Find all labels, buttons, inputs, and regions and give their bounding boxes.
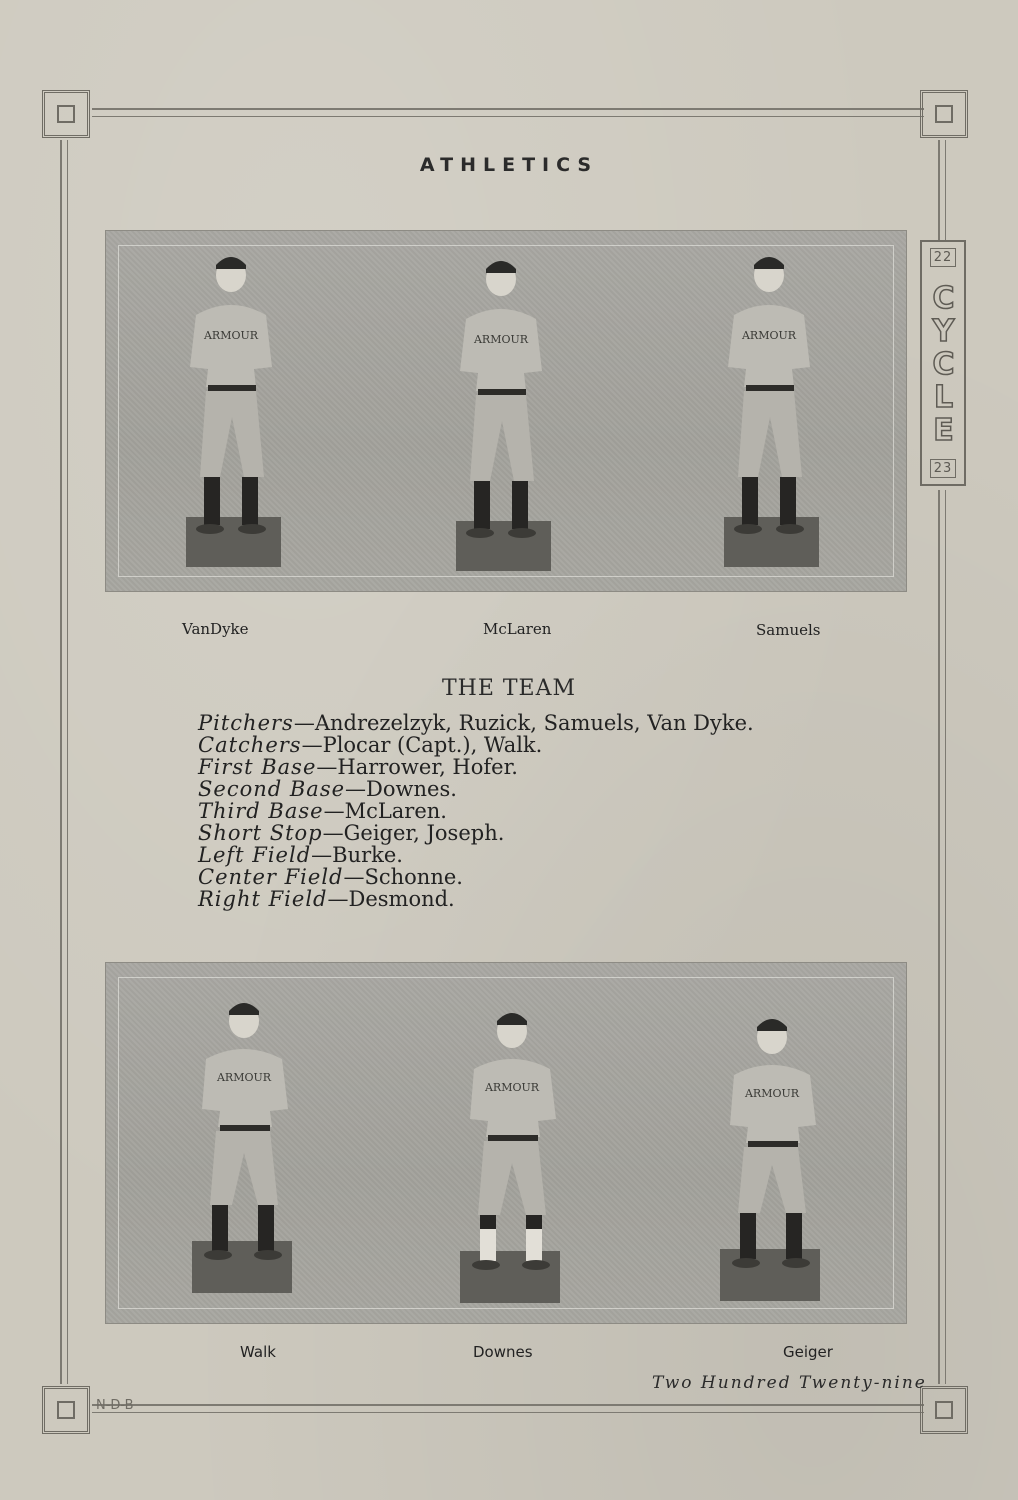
roster-players: Desmond. [348,887,455,911]
roster-players: Harrower, Hofer. [337,755,518,779]
cycle-side-emblem [920,240,966,486]
roster-line: Right Field—Desmond. [198,887,455,911]
team-roster [198,712,838,910]
corner-ornament-top-right [920,90,968,138]
jersey-lettering: ARMOUR [473,333,529,346]
player-photo-samuels [714,247,834,577]
roster-players: Burke. [332,843,403,867]
player-photo-mclaren [446,251,566,581]
player-photo-walk [186,993,306,1323]
corner-ornament-bottom-left [42,1386,90,1434]
caption-walk: Walk [240,1343,276,1361]
corner-ornament-bottom-right [920,1386,968,1434]
roster-line: Pitchers—Andrezelzyk, Ruzick, Samuels, Van Dyke. [198,711,754,735]
top-photo-panel [105,230,907,592]
caption-samuels: Samuels [756,621,821,639]
corner-ornament-top-left [42,90,90,138]
emblem-year-top: 22 [930,248,957,267]
roster-position: Third Base [198,799,324,823]
roster-players: Geiger, Joseph. [343,821,505,845]
player-photo-geiger [714,1009,834,1339]
player-photo-downes [454,1003,574,1333]
jersey-lettering: ARMOUR [203,329,259,342]
section-title: ATHLETICS [419,154,599,176]
caption-mclaren: McLaren [483,620,552,638]
roster-position: Left Field [198,843,312,867]
roster-line: Center Field—Schonne. [198,865,463,889]
jersey-lettering: ARMOUR [484,1081,540,1094]
roster-position: Center Field [198,865,344,889]
emblem-year-bottom: 23 [930,459,957,478]
caption-downes: Downes [473,1343,533,1361]
roster-line: Third Base—McLaren. [198,799,447,823]
roster-players: Andrezelzyk, Ruzick, Samuels, Van Dyke. [314,711,754,735]
monogram: N-D-B [96,1398,134,1413]
roster-line: Second Base—Downes. [198,777,457,801]
roster-line: Left Field—Burke. [198,843,403,867]
jersey-lettering: ARMOUR [741,329,797,342]
caption-vandyke: VanDyke [182,620,249,638]
roster-position: Second Base [198,777,346,801]
team-heading: THE TEAM [441,676,577,701]
bottom-photo-panel [105,962,907,1324]
caption-geiger: Geiger [783,1343,833,1361]
jersey-lettering: ARMOUR [216,1071,272,1084]
roster-position: First Base [198,755,317,779]
roster-players: Schonne. [364,865,463,889]
page-number: Two Hundred Twenty-nine [652,1373,927,1393]
roster-position: Short Stop [198,821,323,845]
roster-position: Right Field [198,887,328,911]
roster-players: Plocar (Capt.), Walk. [322,733,543,757]
jersey-lettering: ARMOUR [744,1087,800,1100]
roster-line: Catchers—Plocar (Capt.), Walk. [198,733,543,757]
roster-position: Pitchers [198,711,294,735]
roster-position: Catchers [198,733,302,757]
roster-line: First Base—Harrower, Hofer. [198,755,518,779]
roster-line: Short Stop—Geiger, Joseph. [198,821,505,845]
emblem-word: CYCLE [926,280,961,446]
roster-players: McLaren. [344,799,447,823]
player-photo-vandyke [176,247,296,577]
roster-players: Downes. [366,777,457,801]
